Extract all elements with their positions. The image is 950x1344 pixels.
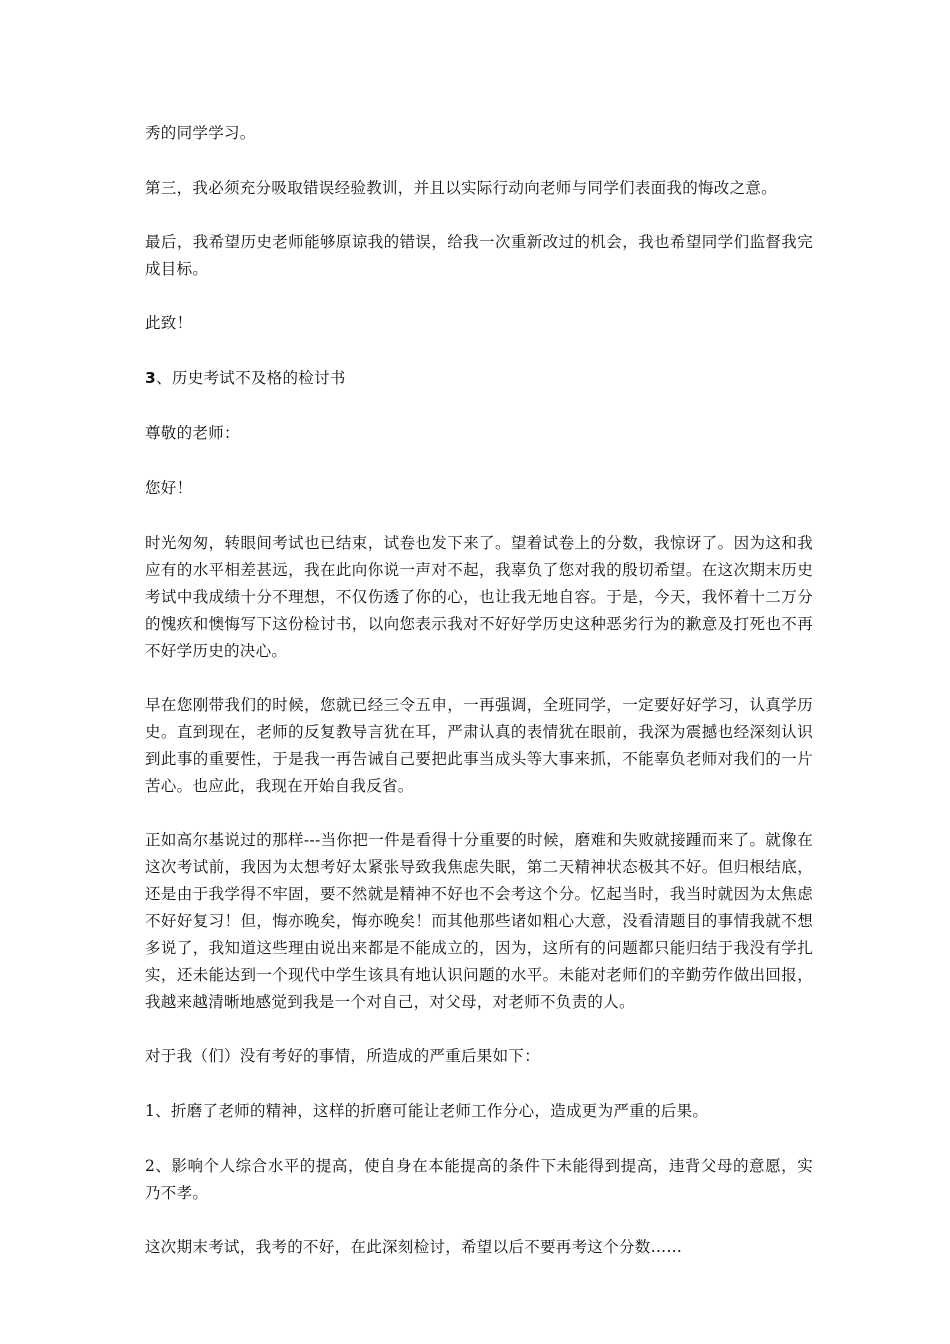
paragraph-continued: 秀的同学学习。 bbox=[145, 124, 256, 142]
closing-phrase: 此致！ bbox=[145, 314, 193, 332]
body-paragraph-2: 早在您刚带我们的时候，您就已经三令五申，一再强调，全班同学，一定要好好学习，认真学历史。直到现在，老师的反复教导言犹在耳，严肃认真的表情犹在眼前，我深为震撼也经深刻认识到此事的重要性，于是我一再告诫自己要把此事当成头等大事来抓，不能辜负老师对我们的一片苦心。也应此，我现在开始自我反省。 bbox=[145, 696, 813, 795]
document-body bbox=[145, 120, 813, 1289]
consequence-item-2: 2、影响个人综合水平的提高，使自身在本能提高的条件下未能得到提高，违背父母的意愿，实乃不孝。 bbox=[145, 1157, 813, 1202]
consequences-intro: 对于我（们）没有考好的事情，所造成的严重后果如下： bbox=[145, 1047, 541, 1065]
section-heading bbox=[145, 365, 813, 392]
greeting: 您好！ bbox=[145, 479, 193, 497]
closing-paragraph: 这次期末考试，我考的不好，在此深刻检讨，希望以后不要再考这个分数…… bbox=[145, 1238, 683, 1256]
section-heading-text: 、历史考试不及格的检讨书 bbox=[156, 369, 346, 387]
salutation: 尊敬的老师： bbox=[145, 424, 240, 442]
consequence-item-1: 1、折磨了老师的精神，这样的折磨可能让老师工作分心，造成更为严重的后果。 bbox=[145, 1102, 709, 1120]
paragraph-third-point: 第三，我必须充分吸取错误经验教训，并且以实际行动向老师与同学们表面我的悔改之意。 bbox=[145, 179, 778, 197]
paragraph-finally: 最后，我希望历史老师能够原谅我的错误，给我一次重新改过的机会，我也希望同学们监督我完成目标。 bbox=[145, 233, 813, 278]
body-paragraph-3: 正如高尔基说过的那样---当你把一件是看得十分重要的时候，磨难和失败就接踵而来了。就像在这次考试前，我因为太想考好太紧张导致我焦虑失眠，第二天精神状态极其不好。但归根结底，还是由于我学得不牢固，要不然就是精神不好也不会考这个分。忆起当时，我当时就因为太焦虑不好好复习！但，悔亦晚矣，悔亦晚矣！而其他那些诸如粗心大意，没看清题目的事情我就不想多说了，我知道这些理由说出来都是不能成立的，因为，这所有的问题都只能归结于我没有学扎实，还未能达到一个现代中学生该具有地认识问题的水平。未能对老师们的辛勤劳作做出回报，我越来越清晰地感觉到我是一个对自己，对父母，对老师不负责的人。 bbox=[145, 831, 813, 1011]
body-paragraph-1: 时光匆匆，转眼间考试也已结束，试卷也发下来了。望着试卷上的分数，我惊讶了。因为这和我应有的水平相差甚远，我在此向你说一声对不起，我辜负了您对我的殷切希望。在这次期末历史考试中我成绩十分不理想，不仅伤透了你的心，也让我无地自容。于是，今天，我怀着十二万分的愧疚和懊悔写下这份检讨书，以向您表示我对不好好学历史这种恶劣行为的歉意及打死也不再不好学历史的决心。 bbox=[145, 534, 813, 660]
section-heading-number: 3 bbox=[145, 369, 157, 387]
